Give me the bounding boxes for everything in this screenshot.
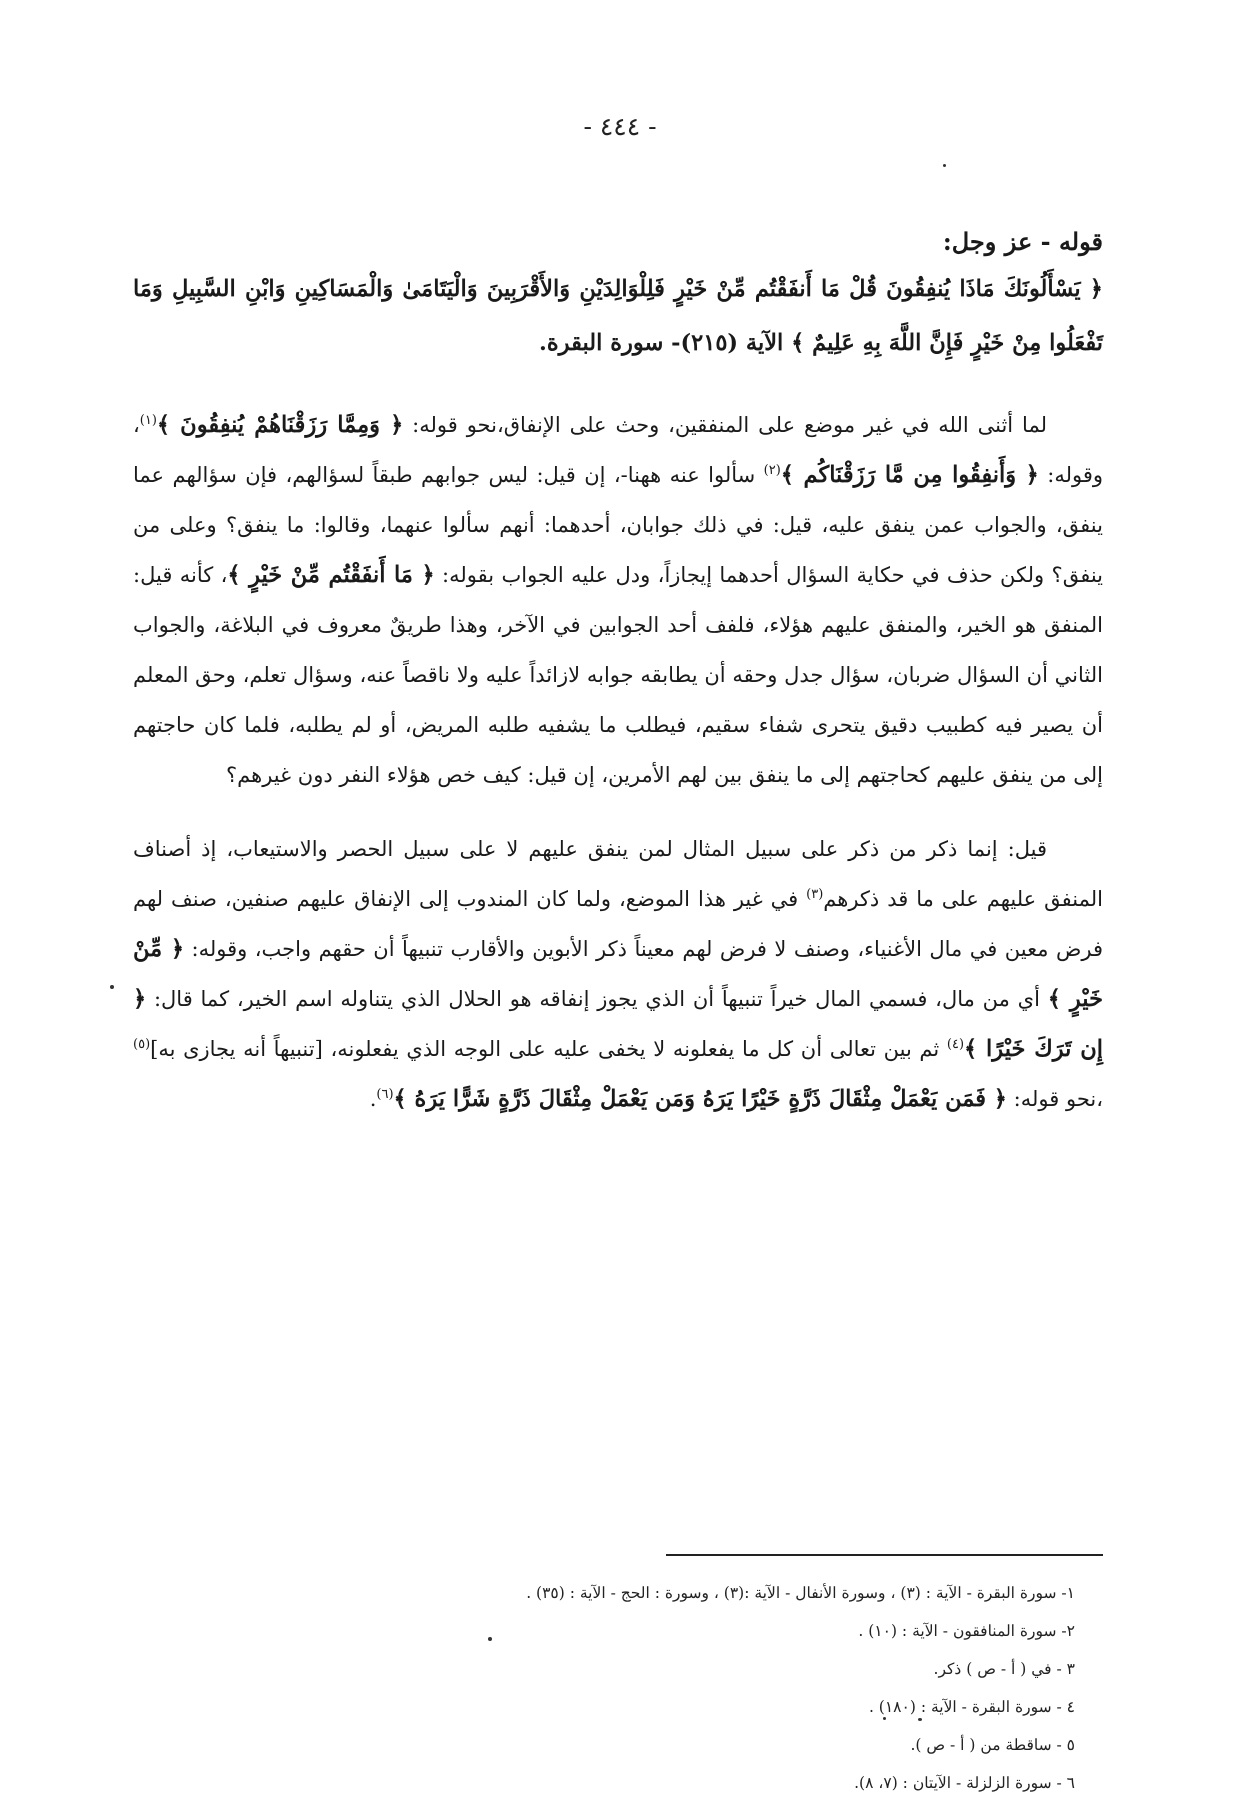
quran-quote: ﴿ مَا أَنفَقْتُم مِّنْ خَيْرٍ ﴾ xyxy=(227,562,435,588)
footnote-ref[interactable]: (٣) xyxy=(806,887,824,902)
main-content xyxy=(133,222,1103,1148)
footnote-item: ١- سورة البقرة - الآية : (٣) ، وسورة الأنفال - الآية :(٣) ، وسورة : الحج - الآية : (٣٥) . xyxy=(526,1584,1075,1602)
footnote-item: ٤ - سورة البقرة - الآية : (١٨٠) . xyxy=(868,1698,1075,1716)
paragraph-2 xyxy=(133,824,1103,1124)
quran-quote: ﴿ وَمِمَّا رَزَقْنَاهُمْ يُنفِقُونَ ﴾ xyxy=(156,412,404,438)
footnote-item: ٦ - سورة الزلزلة - الآيتان : (٧، ٨). xyxy=(854,1774,1075,1792)
paragraph-text: سألوا عنه ههنا-، إن قيل: ليس جوابهم طبقاً لسؤالهم، فإن سؤالهم عما ينفق، والجواب عمن ينفق عليه، قيل: في ذلك جوابان، أحدهما: أنهم سألوا عنهما، وقالوا: ما ينفق؟ وعلى من ينفق؟ ولكن حذف في حكاية السؤال أحدهما إيجازاً، ودل عليه الجواب بقوله: xyxy=(133,463,1104,587)
paragraph-text: في غير هذا الموضع، ولما كان المندوب إلى الإنفاق عليهم صنفين، صنف لهم فرض معين في مال الأغنياء، وصنف لا فرض لهم معيناً ذكر الأبوين والأقارب تنبيهاً أن حقهم واجب، وقوله: xyxy=(133,887,1103,961)
paragraph-text: أي من مال، فسمي المال خيراً تنبيهاً أن الذي يجوز إنفاقه هو الحلال الذي يتناوله اسم الخير، كما قال: xyxy=(146,987,1048,1011)
footnote-ref[interactable]: (٢) xyxy=(763,463,781,478)
scan-speck xyxy=(110,985,114,989)
quran-quote: ﴿ وَأَنفِقُوا مِن مَّا رَزَقْنَاكُم ﴾ xyxy=(780,462,1039,488)
scan-speck xyxy=(883,1717,886,1720)
paragraph-text: ،نحو قوله: xyxy=(1007,1087,1103,1111)
page-number: - ٤٤٤ - xyxy=(583,112,657,141)
footnote-ref[interactable]: (٤) xyxy=(946,1037,965,1052)
paragraph-text: . xyxy=(369,1087,377,1111)
quran-quote: ﴿ مِّنْ خَيْرٍ ﴾ xyxy=(133,936,1103,1012)
paragraph-text: ، وقوله: xyxy=(133,413,1104,487)
quran-quote: ﴿ إِن تَرَكَ خَيْرًا ﴾ xyxy=(133,986,1103,1062)
paragraph-text: ، كأنه قيل: المنفق هو الخير، والمنفق عليهم هؤلاء، فلفف أحد الجوابين في الآخر، وهذا طريقٌ معروف في البلاغة، والجواب الثاني أن السؤال ضربان، سؤال جدل وحقه أن يطابقه جوابه لازائداً عليه ولا ناقصاً عنه، وسؤال تعلم، وحق المعلم أن يصير فيه كطبيب دقيق يتحرى شفاء سقيم، فيطلب ما يشفيه طلبه المريض، أو لم يطلبه، فلما كان حاجتهم إلى من ينفق عليهم كحاجتهم إلى ما ينفق بين لهم الأمرين، إن قيل: كيف خص هؤلاء النفر دون غيرهم؟ xyxy=(133,563,1103,787)
footnote-ref[interactable]: (١) xyxy=(139,413,157,428)
quran-quote: ﴿ فَمَن يَعْمَلْ مِثْقَالَ ذَرَّةٍ خَيْرًا يَرَهُ وَمَن يَعْمَلْ مِثْقَالَ ذَرَّةٍ شَرًّا يَرَهُ ﴾ xyxy=(393,1086,1007,1112)
footnote-item: ٢- سورة المنافقون - الآية : (١٠) . xyxy=(858,1622,1075,1640)
paragraph-text: ثم بين تعالى أن كل ما يفعلونه لا يخفى عليه على الوجه الذي يفعلونه، xyxy=(322,1037,947,1061)
footnote-item: ٥ - ساقطة من ( أ - ص ). xyxy=(910,1736,1075,1754)
paragraph-1 xyxy=(133,400,1103,800)
footnote-ref[interactable]: (٦) xyxy=(376,1087,394,1102)
paragraph-text: لما أثنى الله في غير موضع على المنفقين، وحث على الإنفاق،نحو قوله: xyxy=(403,413,1047,437)
footnotes-list xyxy=(175,1574,1075,1802)
section-heading: قوله - عز وجل: xyxy=(942,227,1103,256)
footnote-item: ٣ - في ( أ - ص ) ذكر. xyxy=(933,1660,1075,1678)
quran-verse-intro: ﴿ يَسْأَلُونَكَ مَاذَا يُنفِقُونَ قُلْ مَا أَنفَقْتُم مِّنْ خَيْرٍ فَلِلْوَالِدَيْنِ وَالأَقْرَبِينَ وَالْيَتَامَىٰ وَالْمَسَاكِينِ وَابْنِ السَّبِيلِ وَمَا تَفْعَلُوا مِنْ خَيْرٍ فَإِنَّ اللَّهَ بِهِ عَلِيمٌ ﴾ الآية (٢١٥)- سورة البقرة. xyxy=(133,276,1103,356)
bracketed-addition: [تنبيهاً أنه يجازى به] xyxy=(150,1037,323,1061)
paragraph-text: قيل: إنما ذكر من ذكر على سبيل المثال لمن ينفق عليهم لا على سبيل الحصر والاستيعاب، إذ أصناف المنفق عليهم على ما قد ذكرهم xyxy=(133,837,1103,911)
footnote-separator xyxy=(666,1554,1103,1556)
scan-speck xyxy=(943,164,946,167)
scan-speck xyxy=(918,1718,922,1721)
footnote-ref[interactable]: (٥) xyxy=(133,1037,151,1052)
scan-speck xyxy=(488,1637,492,1641)
